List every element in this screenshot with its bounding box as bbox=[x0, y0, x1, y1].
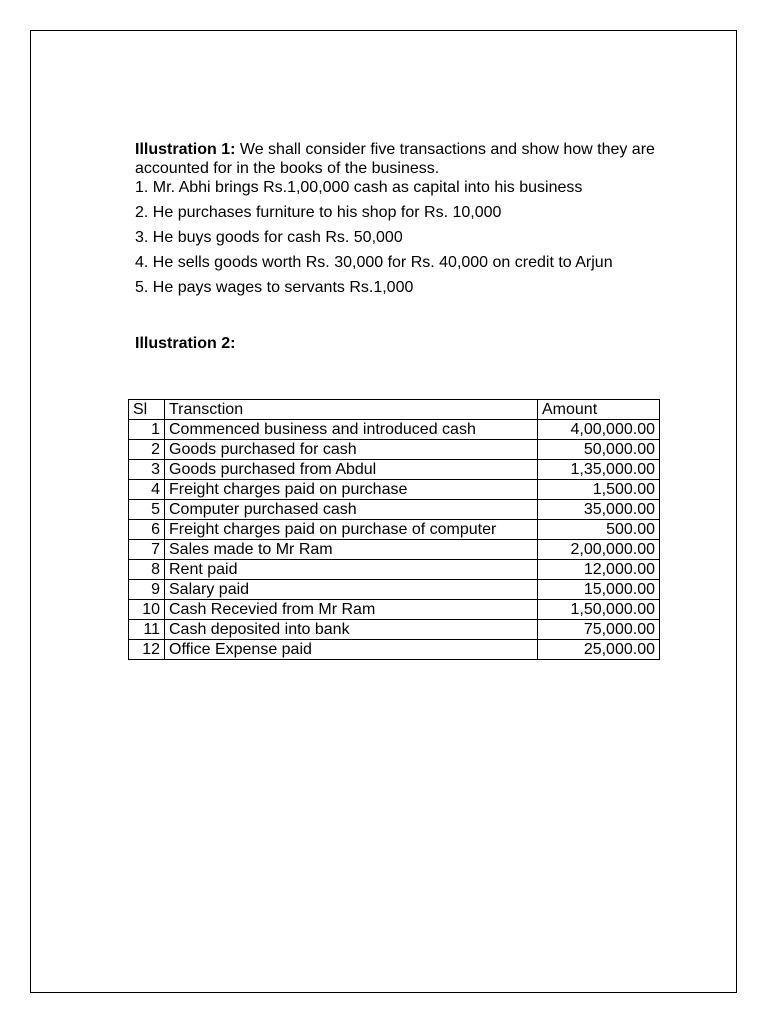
cell-transaction: Goods purchased for cash bbox=[165, 440, 538, 460]
table-row bbox=[129, 520, 660, 540]
cell-transaction: Sales made to Mr Ram bbox=[165, 540, 538, 560]
table-header-row bbox=[129, 400, 660, 420]
cell-amount: 1,50,000.00 bbox=[538, 600, 660, 620]
cell-sl: 8 bbox=[129, 560, 165, 580]
table-row bbox=[129, 600, 660, 620]
cell-sl: 4 bbox=[129, 480, 165, 500]
cell-sl: 7 bbox=[129, 540, 165, 560]
table-row bbox=[129, 620, 660, 640]
cell-sl: 12 bbox=[129, 640, 165, 660]
cell-sl: 5 bbox=[129, 500, 165, 520]
table-row bbox=[129, 640, 660, 660]
column-header-amount: Amount bbox=[538, 400, 660, 420]
list-item: 2. He purchases furniture to his shop for Rs. 10,000 bbox=[135, 204, 502, 221]
cell-sl: 10 bbox=[129, 600, 165, 620]
cell-transaction: Computer purchased cash bbox=[165, 500, 538, 520]
transactions-table bbox=[128, 399, 660, 660]
column-header-transaction: Transction bbox=[165, 400, 538, 420]
table-row bbox=[129, 580, 660, 600]
list-item: 1. Mr. Abhi brings Rs.1,00,000 cash as capital into his business bbox=[135, 179, 583, 196]
table-row bbox=[129, 460, 660, 480]
transaction-list bbox=[135, 178, 665, 297]
cell-amount: 12,000.00 bbox=[538, 560, 660, 580]
cell-sl: 6 bbox=[129, 520, 165, 540]
cell-amount: 50,000.00 bbox=[538, 440, 660, 460]
cell-amount: 2,00,000.00 bbox=[538, 540, 660, 560]
illustration-1-intro bbox=[135, 140, 665, 178]
cell-transaction: Rent paid bbox=[165, 560, 538, 580]
table-row bbox=[129, 420, 660, 440]
table-row bbox=[129, 560, 660, 580]
cell-amount: 1,35,000.00 bbox=[538, 460, 660, 480]
cell-transaction: Office Expense paid bbox=[165, 640, 538, 660]
cell-amount: 500.00 bbox=[538, 520, 660, 540]
table-row bbox=[129, 540, 660, 560]
cell-amount: 4,00,000.00 bbox=[538, 420, 660, 440]
cell-transaction: Goods purchased from Abdul bbox=[165, 460, 538, 480]
cell-sl: 9 bbox=[129, 580, 165, 600]
cell-sl: 3 bbox=[129, 460, 165, 480]
illustration-2-heading: Illustration 2: bbox=[135, 335, 236, 352]
list-item: 5. He pays wages to servants Rs.1,000 bbox=[135, 279, 414, 296]
table-row bbox=[129, 440, 660, 460]
cell-transaction: Freight charges paid on purchase bbox=[165, 480, 538, 500]
cell-amount: 25,000.00 bbox=[538, 640, 660, 660]
cell-sl: 1 bbox=[129, 420, 165, 440]
table-row bbox=[129, 500, 660, 520]
document-content bbox=[135, 140, 665, 353]
cell-amount: 75,000.00 bbox=[538, 620, 660, 640]
cell-transaction: Freight charges paid on purchase of computer bbox=[165, 520, 538, 540]
cell-amount: 15,000.00 bbox=[538, 580, 660, 600]
table-row bbox=[129, 480, 660, 500]
cell-transaction: Salary paid bbox=[165, 580, 538, 600]
illustration-1-heading: Illustration 1: bbox=[135, 141, 236, 158]
column-header-sl: Sl bbox=[129, 400, 165, 420]
cell-transaction: Cash deposited into bank bbox=[165, 620, 538, 640]
cell-transaction: Commenced business and introduced cash bbox=[165, 420, 538, 440]
cell-transaction: Cash Recevied from Mr Ram bbox=[165, 600, 538, 620]
list-item: 3. He buys goods for cash Rs. 50,000 bbox=[135, 229, 403, 246]
cell-sl: 11 bbox=[129, 620, 165, 640]
cell-amount: 1,500.00 bbox=[538, 480, 660, 500]
cell-sl: 2 bbox=[129, 440, 165, 460]
list-item: 4. He sells goods worth Rs. 30,000 for Rs. 40,000 on credit to Arjun bbox=[135, 254, 613, 271]
cell-amount: 35,000.00 bbox=[538, 500, 660, 520]
illustration-1-intro-text: We shall consider five transactions and show how they are accounted for in the books of the business. bbox=[135, 141, 655, 177]
